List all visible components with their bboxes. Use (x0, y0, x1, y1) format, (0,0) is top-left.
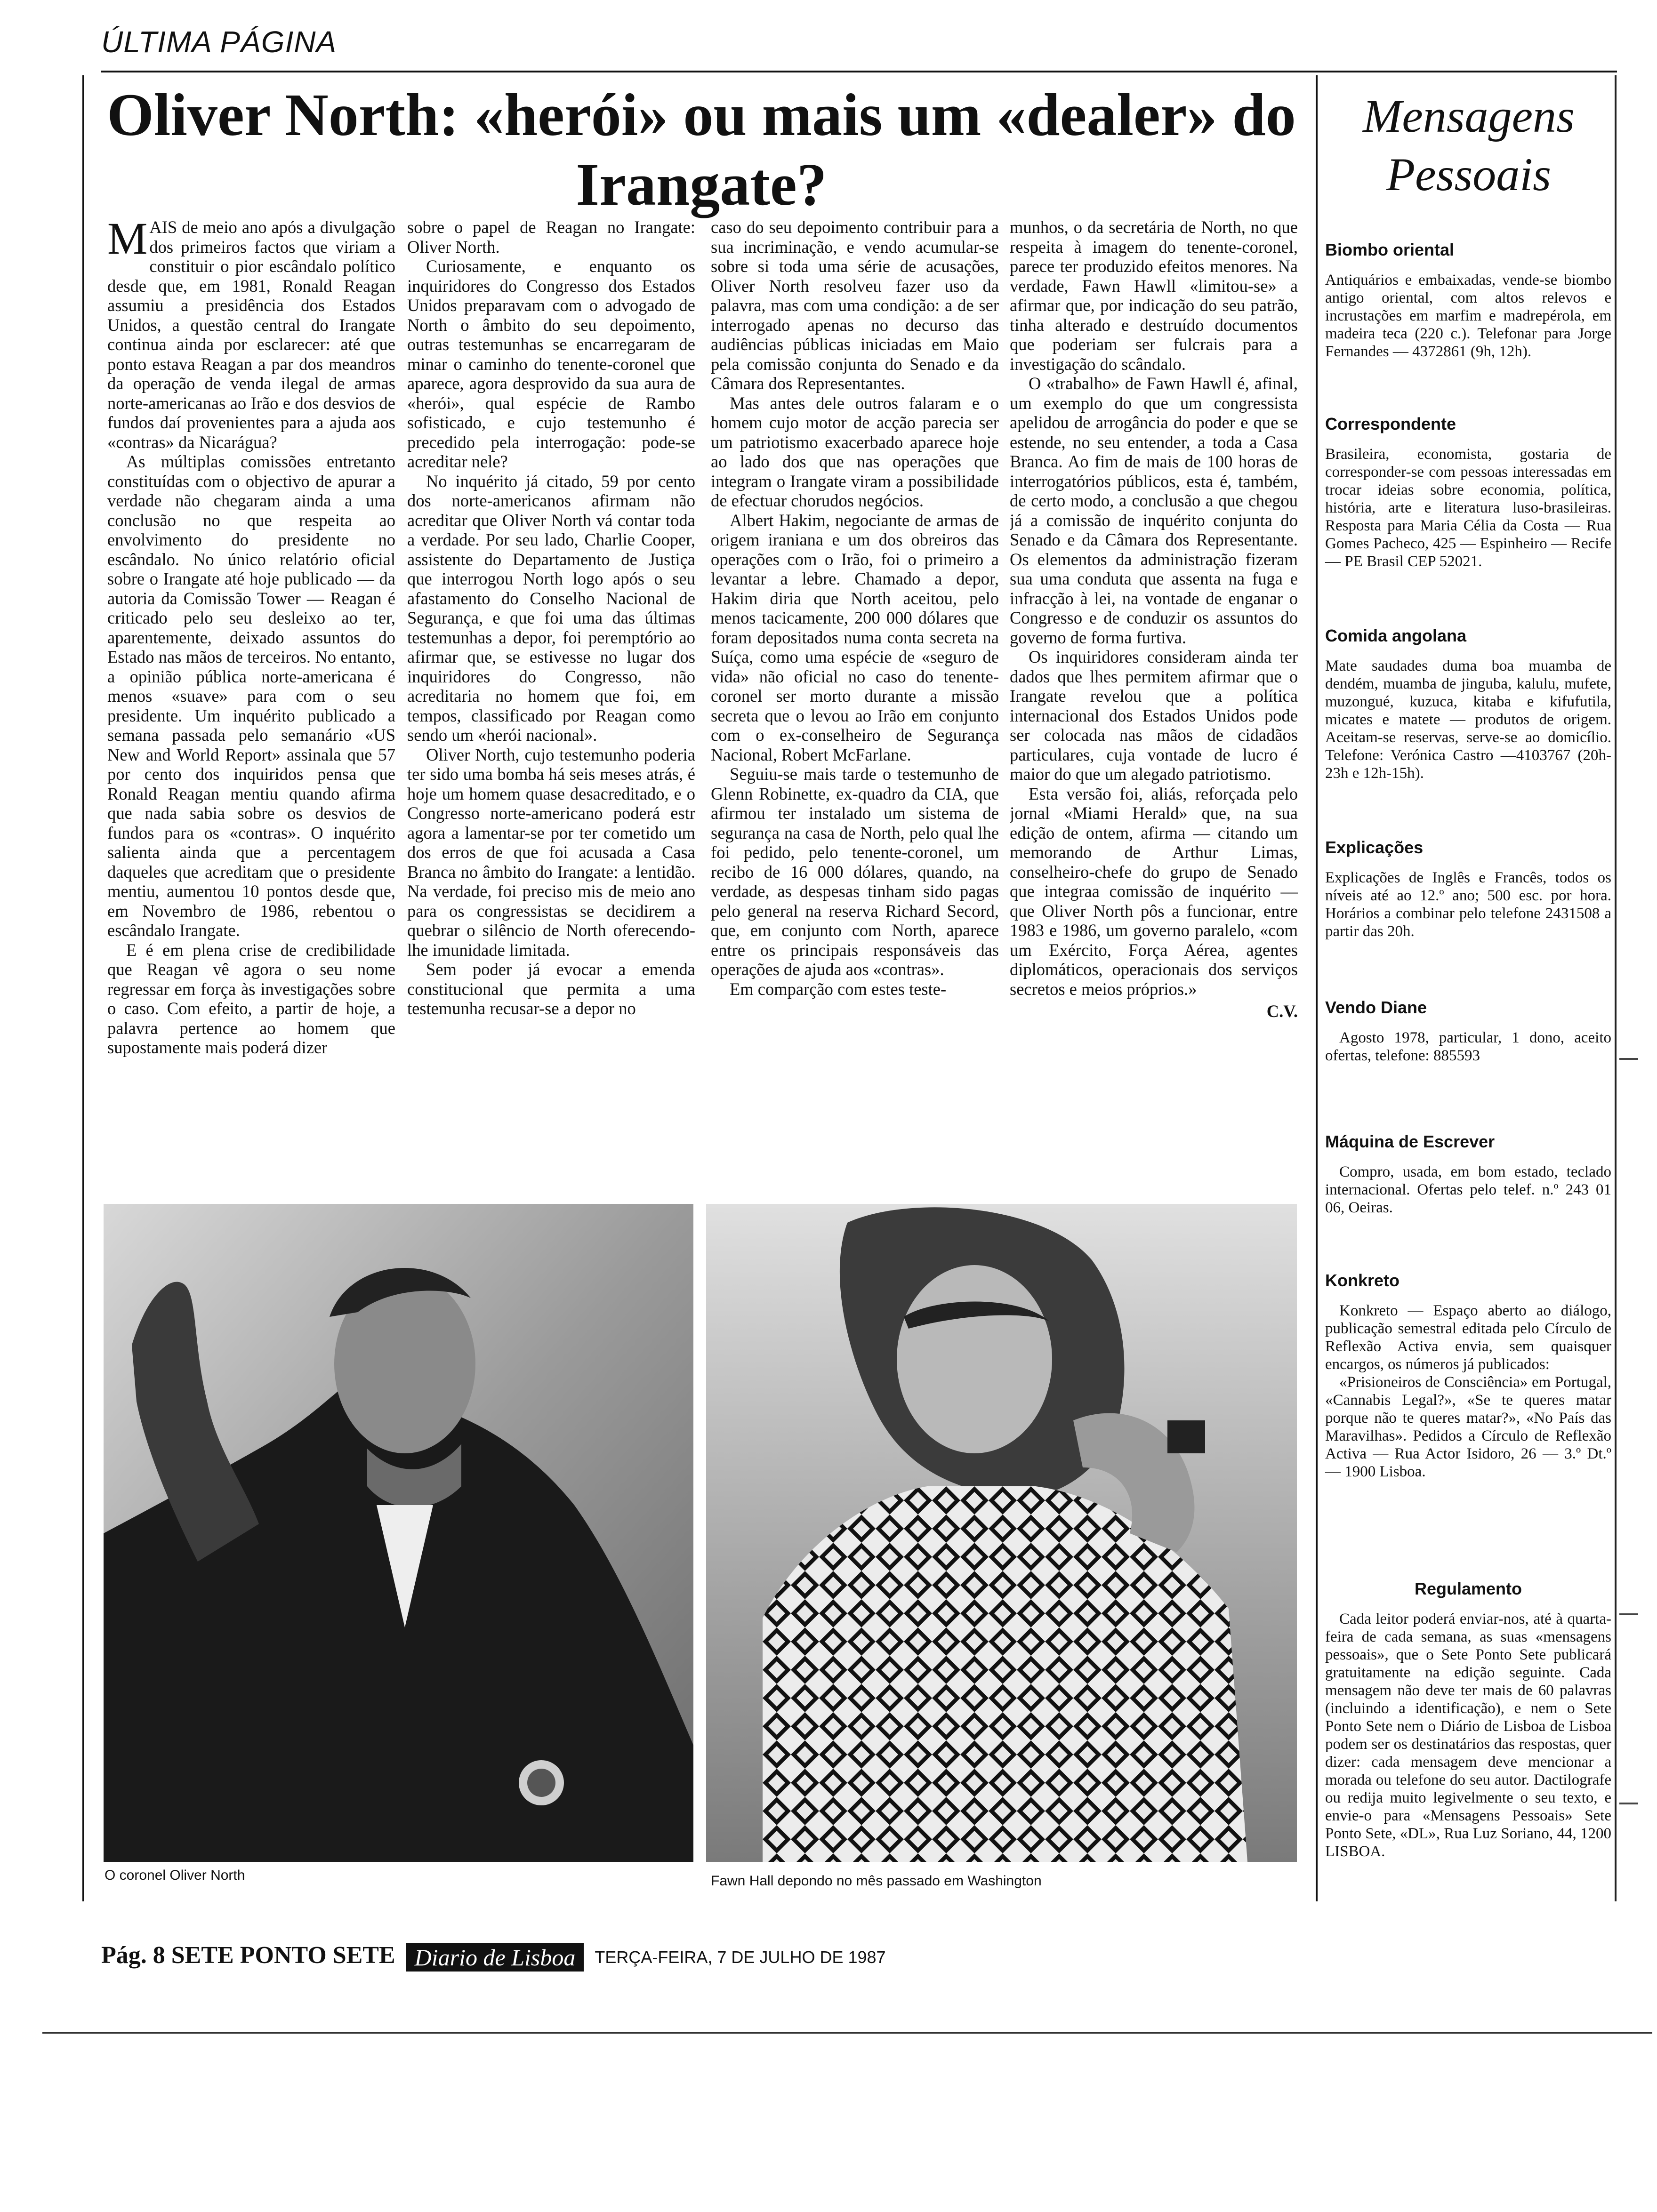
ad-heading: Máquina de Escrever (1325, 1132, 1495, 1151)
ad-text: Compro, usada, em bom estado, teclado internacional. Ofertas pelo telef. n.º 243 01 06, Oeiras. (1325, 1163, 1611, 1216)
ad-heading: Biombo oriental (1325, 240, 1455, 259)
ad-text: Agosto 1978, particular, 1 dono, aceito ofertas, telefone: 885593 (1325, 1029, 1611, 1064)
article-paragraph: Sem poder já evocar a emenda constitucional que permita a uma testemunha recusar-se a depor no (407, 960, 695, 1018)
ad-text: Brasileira, economista, gostaria de corresponder-se com pessoas interessadas em trocar ideias sobre economia, política, história, arte e literatura luso-brasileiras. Resposta para Maria Célia da Costa — Rua Gomes Pacheco, 425 — Espinheiro — Recife — PE Brasil CEP 52021. (1325, 446, 1611, 570)
article-paragraph: Seguiu-se mais tarde o testemunho de Glenn Robinette, ex-quadro da CIA, que afirmou ter instalado um sistema de segurança na casa de North, pelo qual lhe foi pedido, pelo tenente-coronel, um recibo de 16 000 dólares, quando, na verdade, as despesas tinham sido pagas pelo general na reserva Richard Secord, que, em conjunto com North, aparece entre os principais responsáveis das operações de ajuda aos «contras». (711, 764, 999, 979)
article-column-3 (711, 217, 999, 1201)
article-paragraph: O «trabalho» de Fawn Hawll é, afinal, um exemplo do que um congressista apelidou de arrogância do poder e que se estende, no seu entender, a toda a Casa Branca. Ao fim de mais de 100 horas de interrogatórios públicos, esta é, também, de certo modo, a conclusão a que chegou já a comissão de inquérito conjunta do Senado e da Câmara dos Representante. Os elementos da administração fizeram sua uma conduta que assenta na fuga e infracção à lei, na vontade de enganar o Congresso e de conduzir os assuntos do governo de forma furtiva. (1010, 374, 1298, 647)
ad-text: Antiquários e embaixadas, vende-se biombo antigo oriental, com altos relevos e incrustações em marfim e madrepérola, em madeira teca (220 c.). Telefonar para Jorge Fernandes — 4372861 (9h, 12h). (1325, 272, 1611, 360)
page-number-label: Pág. 8 SETE PONTO SETE (101, 1942, 395, 1969)
article-signature: C.V. (1266, 1002, 1298, 1021)
ad-vendo-diane (1325, 998, 1611, 1065)
photo-oliver-north-image (104, 1204, 693, 1862)
margin-tick (1619, 1613, 1638, 1615)
ad-heading: Konkreto (1325, 1271, 1400, 1290)
ad-heading: Comida angolana (1325, 626, 1467, 645)
ad-text: Explicações de Inglês e Francês, todos os níveis até ao 12.º ano; 500 esc. por hora. Horários a combinar pelo telefone 2431508 a partir das 20h. (1325, 869, 1611, 940)
ad-biombo-oriental (1325, 240, 1611, 361)
ad-konkreto (1325, 1271, 1611, 1481)
photo-fawn-hall-image (706, 1204, 1297, 1862)
photo-fawn-hall (706, 1204, 1297, 1862)
margin-tick (1619, 1803, 1638, 1804)
article-paragraph: munhos, o da secretária de North, no que respeita à imagem do tenente-coronel, parece ter produzido efeitos menores. Na verdade, Fawn Hawll «limitou-se» a afirmar que, por indicação do seu patrão, tinha alterado e destruído documentos que poderiam ser fulcrais para a investigação do scândalo. (1010, 217, 1298, 374)
article-paragraph: caso do seu depoimento contribuir para a sua incriminação, e vendo acumular-se sobre si toda uma série de acusações, Oliver North resolveu fazer uso da palavra, mas com uma condição: a de ser interrogado apenas no decurso das audiências públicas iniciadas em Maio pela comissão conjunta do Senado e da Câmara dos Representantes. (711, 217, 999, 393)
article-paragraph: Curiosamente, e enquanto os inquiridores do Congresso dos Estados Unidos preparavam com o advogado de North o âmbito do seu depoimento, outras testemunhas se encarregaram de minar o caminho do tenente-coronel que aparece, agora desprovido da sua aura de «herói», qual espécie de Rambo sofisticado, e cujo testemunho é precedido pela interrogação: pode-se acreditar nele? (407, 256, 695, 471)
ad-heading: Correspondente (1325, 414, 1456, 433)
article-paragraph: As múltiplas comissões entretanto constituídas com o objectivo de apurar a verdade não chegaram ainda a uma conclusão no que respeita ao envolvimento do presidente no escândalo. No único relatório oficial sobre o Irangate até hoje publicado — da autoria da Comissão Tower — Reagan é criticado pelo seu desleixo ao ter, aparentemente, deixado assuntos do Estado nas mãos de terceiros. No entanto, a opinião pública norte-americana é menos «suave» para com o seu presidente. Um inquérito publicado a semana passada pelo semanário «US New and World Report» assinala que 57 por cento dos inquiridos pensa que Ronald Reagan mentiu quando afirma que nada sabia sobre os desvios de fundos para os «contras». O inquérito salienta ainda que a percentagem daqueles que acreditam que o presidente mentiu, aumentou 10 pontos desde que, em Novembro de 1986, rebentou o escândalo Irangate. (107, 452, 395, 940)
article-paragraph: sobre o papel de Reagan no Irangate: Oliver North. (407, 217, 695, 256)
ad-heading: Vendo Diane (1325, 998, 1427, 1017)
drop-cap: M (107, 217, 148, 264)
ad-text: Cada leitor poderá enviar-nos, até à quarta-feira de cada semana, as suas «mensagens pessoais», que o Sete Ponto Sete publicará gratuitamente na edição seguinte. Cada mensagem não deve ter mais de 60 palavras (incluindo a identificação), e nem o Sete Ponto Sete nem o Diário de Lisboa de Lisboa podem ser os destinatários das respostas, quer dizer: cada mensagem deve mencionar a morada ou telefone do seu autor. Dactilografe ou redija muito legivelmente o seu texto, e envie-o para «Mensagens Pessoais» Sete Ponto Sete, «DL», Rua Luz Soriano, 44, 1200 LISBOA. (1325, 1611, 1611, 1860)
margin-tick (1619, 1058, 1638, 1060)
article-paragraph: Mas antes dele outros falaram e o homem cujo motor de acção parecia ser um patriotismo exacerbado aparece hoje ao lado dos que nas operações que integram o Irangate viram a possibilidade de efectuar chorudos negócios. (711, 393, 999, 510)
page-frame-right-rule (1615, 75, 1617, 1901)
ad-text: Konkreto — Espaço aberto ao diálogo, publicação semestral editada pelo Círculo de Reflexão Activa envia, sem quaisquer encargos, os números já publicados: (1325, 1302, 1611, 1373)
ad-comida-angolana (1325, 626, 1611, 782)
article-paragraph: E é em plena crise de credibilidade que Reagan vê agora o seu nome regressar em força às investigações sobre o caso. Com efeito, a partir de hoje, a palavra pertence ao homem que supostamente mais poderá dizer (107, 940, 395, 1057)
ad-text: Mate saudades duma boa muamba de dendém, muamba de jinguba, kalulu, mufete, muzongué, kuzuca, kitaba e kifufutila, micates e matete — produtos de origem. Aceitam-se reservas, serve-se ao domicílio. Telefone: Verónica Castro —4103767 (20h-23h e 12h-15h). (1325, 657, 1611, 782)
ad-heading: Explicações (1325, 838, 1424, 857)
photo-oliver-north (104, 1204, 693, 1862)
ad-explicacoes (1325, 838, 1611, 940)
article-paragraph: Oliver North, cujo testemunho poderia ter sido uma bomba há seis meses atrás, é hoje um homem quase desacreditado, e o Congresso norte-americano poderá estr agora a lamentar-se por ter cometido um dos erros de que foi acusada a Casa Branca no âmbito do Irangate: a lentidão. Na verdade, foi preciso mis de meio ano para os congressistas se decidirem a quebrar o silêncio de North oferecendo-lhe imunidade limitada. (407, 745, 695, 960)
section-label: ÚLTIMA PÁGINA (101, 25, 337, 59)
column-divider (1316, 75, 1318, 1901)
issue-date: TERÇA-FEIRA, 7 DE JULHO DE 1987 (595, 1948, 886, 1967)
ad-regulamento (1325, 1579, 1611, 1860)
article-column-1 (107, 217, 395, 1201)
headline: Oliver North: «herói» ou mais um «dealer» do Irangate? (107, 81, 1296, 218)
newspaper-logo: Diario de Lisboa (406, 1943, 584, 1972)
article-paragraph: Os inquiridores consideram ainda ter dados que lhes permitem afirmar que o Irangate revelou que a política internacional dos Estados Unidos pode ser colocada nas mãos de cidadãos particulares, cuja vontade de lucro é maior do que um alegado patriotismo. (1010, 647, 1298, 784)
caption-fawn-hall: Fawn Hall depondo no mês passado em Washington (711, 1873, 1042, 1889)
paragraph-text: AIS de meio ano após a divulgação dos primeiros factos que viriam a constituir o pior escândalo político desde que, em 1981, Ronald Reagan assumiu a presidência dos Estados Unidos, a questão central do Irangate continua ainda por esclarecer: até que ponto estava Reagan a par dos meandros da operação de venda ilegal de armas norte-americanas ao Irão e dos desvios de fundos daí provenientes para a ajuda aos «contras» da Nicarágua? (107, 217, 395, 452)
article-paragraph: Em comparção com estes teste- (730, 979, 947, 999)
ad-maquina-escrever (1325, 1132, 1611, 1217)
article-paragraph: Albert Hakim, negociante de armas de origem iraniana e um dos obreiros das operações com o Irão, foi o primeiro a levantar a lebre. Chamado a depor, Hakim diria que North aceitou, pelo menos tacicamente, 200 000 dólares que foram depositados numa conta secreta na Suíça, como uma espécie de «seguro de vida» não oficial no caso do tenente-coronel ser morto durante a missão secreta que o levou ao Irão em conjunto com o ex-conselheiro de Segurança Nacional, Robert McFarlane. (711, 510, 999, 764)
ad-heading: Regulamento (1414, 1579, 1522, 1598)
page-footer (101, 1941, 886, 1972)
ad-correspondente (1325, 414, 1611, 570)
caption-oliver-north: O coronel Oliver North (105, 1867, 245, 1883)
article-column-4 (1010, 217, 1298, 1201)
article-paragraph (107, 217, 395, 452)
article-paragraph: Esta versão foi, aliás, reforçada pelo jornal «Miami Herald» que, na sua edição de ontem, afirma — citando um memorando de Arthur Limas, conselheiro-chefe do grupo de Senado que integraa comissão de inquérito — que Oliver North pôs a funcionar, entre 1983 e 1986, um governo paralelo, «com um Exército, Força Aérea, agentes diplomáticos, operacionais dos serviços secretos e meios próprios.» (1010, 784, 1298, 999)
bottom-rule (42, 2032, 1652, 2034)
top-rule (101, 71, 1617, 72)
article-paragraph: No inquérito já citado, 59 por cento dos norte-americanos afirmam não acreditar que Oliver North vá contar toda a verdade. Por seu lado, Charlie Cooper, assistente do Departamento de Justiça que interrogou North logo após o seu afastamento do Conselho Nacional de Segurança, e que foi uma das últimas testemunhas a depor, foi peremptório ao afirmar que, se estivesse no lugar dos inquiridores do Congresso, não acreditaria no homem que foi, em tempos, classificado por Reagan como sendo um «herói nacional». (407, 471, 695, 745)
article-column-2 (407, 217, 695, 1201)
ad-text: «Prisioneiros de Consciência» em Portugal, «Cannabis Legal?», «Se te queres matar porque não te queres matar?», «No País das Maravilhas». Pedidos a Círculo de Reflexão Activa — Rua Actor Isidoro, 26 — 3.º Dt.º — 1900 Lisboa. (1325, 1374, 1611, 1480)
classifieds-title: Mensagens Pessoais (1363, 90, 1575, 200)
